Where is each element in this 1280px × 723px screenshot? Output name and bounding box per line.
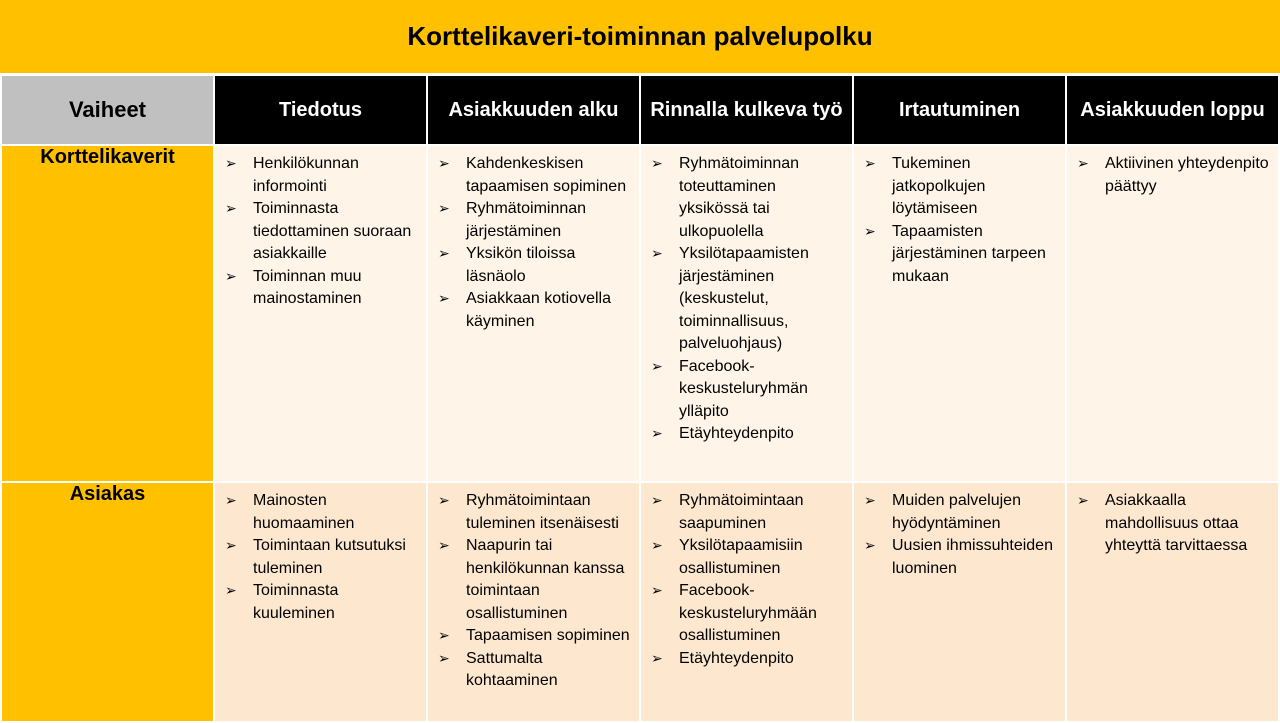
phase-header: Tiedotus (214, 75, 427, 145)
table-cell (427, 145, 640, 482)
list-item (438, 535, 633, 625)
arrow-bullet-icon: ➢ (651, 426, 663, 442)
list-item-text: Toiminnan muu mainostaminen (253, 267, 362, 307)
arrow-bullet-icon: ➢ (651, 493, 663, 509)
list-item (438, 153, 633, 198)
list-item (438, 490, 633, 535)
arrow-bullet-icon: ➢ (864, 493, 876, 509)
list-item (438, 198, 633, 243)
list-item-text: Facebook-keskusteluryhmään osallistuminen (679, 582, 817, 644)
list-item (651, 535, 846, 580)
phase-header: Rinnalla kulkeva työ (640, 75, 853, 145)
arrow-bullet-icon: ➢ (225, 493, 237, 509)
table-cell (214, 482, 427, 722)
table-cell (214, 145, 427, 482)
list-item-text: Asiakkaan kotiovella käyminen (466, 290, 611, 330)
list-item-text: Tapaamisen sopiminen (466, 627, 630, 644)
list-item (864, 490, 1059, 535)
table-cell (640, 145, 853, 482)
arrow-bullet-icon: ➢ (438, 156, 450, 172)
list-item-text: Toiminnasta tiedottaminen suoraan asiakkaille (253, 200, 412, 262)
list-item (225, 580, 420, 625)
arrow-bullet-icon: ➢ (438, 493, 450, 509)
list-item-text: Ryhmätoimintaan saapuminen (679, 492, 804, 532)
arrow-bullet-icon: ➢ (438, 201, 450, 217)
list-item-text: Henkilökunnan informointi (253, 155, 359, 195)
list-item-text: Ryhmätoimintaan tuleminen itsenäisesti (466, 492, 619, 532)
list-item-text: Yksilötapaamisten järjestäminen (keskustelut, toiminnallisuus, palveluohjaus) (679, 245, 809, 352)
list-item (225, 266, 420, 311)
list-item-text: Muiden palvelujen hyödyntäminen (892, 492, 1021, 532)
arrow-bullet-icon: ➢ (864, 156, 876, 172)
arrow-bullet-icon: ➢ (225, 201, 237, 217)
title-bar (0, 0, 1280, 73)
table-cell (640, 482, 853, 722)
arrow-bullet-icon: ➢ (438, 246, 450, 262)
arrow-bullet-icon: ➢ (651, 358, 663, 375)
list-item (864, 221, 1059, 289)
list-item-text: Sattumalta kohtaaminen (466, 649, 558, 689)
list-item (225, 535, 420, 580)
arrow-bullet-icon: ➢ (225, 538, 237, 554)
arrow-bullet-icon: ➢ (225, 268, 237, 285)
list-item (651, 580, 846, 648)
list-item-text: Tapaamisten järjestäminen tarpeen mukaan (892, 222, 1046, 285)
arrow-bullet-icon: ➢ (1077, 156, 1089, 172)
list-item (1077, 153, 1272, 198)
list-item (864, 153, 1059, 221)
list-item-text: Facebook-keskusteluryhmän ylläpito (679, 357, 808, 420)
page-title: Korttelikaveri-toiminnan palvelupolku (407, 21, 873, 51)
list-item (225, 490, 420, 535)
list-item-text: Uusien ihmissuhteiden luominen (892, 537, 1053, 577)
table-cell (853, 482, 1066, 722)
list-item-text: Naapurin tai henkilökunnan kanssa toimintaan osallistuminen (466, 537, 625, 622)
list-item-text: Aktiivinen yhteydenpito päättyy (1105, 155, 1269, 195)
list-item (651, 490, 846, 535)
list-item-text: Yksikön tiloissa läsnäolo (466, 245, 576, 285)
table-row (1, 482, 1279, 722)
list-item (651, 356, 846, 424)
table-cell (1066, 482, 1279, 722)
table-cell (853, 145, 1066, 482)
arrow-bullet-icon: ➢ (438, 291, 450, 307)
list-item-text: Tukeminen jatkopolkujen löytämiseen (892, 155, 986, 217)
list-item (651, 153, 846, 243)
list-item (864, 535, 1059, 580)
arrow-bullet-icon: ➢ (651, 156, 663, 172)
arrow-bullet-icon: ➢ (864, 223, 876, 240)
arrow-bullet-icon: ➢ (1077, 493, 1089, 509)
phase-header: Irtautuminen (853, 75, 1066, 145)
arrow-bullet-icon: ➢ (651, 246, 663, 262)
phase-header: Asiakkuuden loppu (1066, 75, 1279, 145)
list-item (438, 243, 633, 288)
header-row (1, 75, 1279, 145)
list-item (651, 423, 846, 446)
list-item (438, 648, 633, 693)
arrow-bullet-icon: ➢ (225, 583, 237, 599)
list-item (1077, 490, 1272, 558)
phase-header: Asiakkuuden alku (427, 75, 640, 145)
list-item-text: Toiminnasta kuuleminen (253, 582, 339, 622)
arrow-bullet-icon: ➢ (864, 538, 876, 554)
list-item-text: Etäyhteydenpito (679, 425, 794, 442)
row-label: Korttelikaverit (1, 145, 214, 482)
service-path-table (0, 74, 1280, 723)
table-cell (427, 482, 640, 722)
list-item (225, 198, 420, 266)
list-item (438, 625, 633, 648)
list-item-text: Etäyhteydenpito (679, 649, 794, 667)
arrow-bullet-icon: ➢ (438, 628, 450, 644)
list-item-text: Kahdenkeskisen tapaamisen sopiminen (466, 155, 627, 195)
list-item-text: Yksilötapaamisiin osallistuminen (679, 537, 803, 577)
arrow-bullet-icon: ➢ (651, 650, 663, 667)
arrow-bullet-icon: ➢ (225, 156, 237, 172)
list-item (438, 288, 633, 333)
list-item-text: Mainosten huomaaminen (253, 492, 355, 532)
list-item-text: Ryhmätoiminnan toteuttaminen yksikössä tai ulkopuolella (679, 155, 800, 240)
arrow-bullet-icon: ➢ (651, 583, 663, 599)
list-item (651, 243, 846, 356)
list-item (651, 648, 846, 671)
list-item (225, 153, 420, 198)
arrow-bullet-icon: ➢ (438, 538, 450, 554)
list-item-text: Toimintaan kutsutuksi tuleminen (253, 537, 406, 577)
list-item-text: Ryhmätoiminnan järjestäminen (466, 200, 587, 240)
arrow-bullet-icon: ➢ (438, 650, 450, 667)
table-row (1, 145, 1279, 482)
list-item-text: Asiakkaalla mahdollisuus ottaa yhteyttä tarvittaessa (1105, 492, 1248, 554)
row-label: Asiakas (1, 482, 214, 722)
table-cell (1066, 145, 1279, 482)
arrow-bullet-icon: ➢ (651, 538, 663, 554)
header-corner: Vaiheet (1, 75, 214, 145)
